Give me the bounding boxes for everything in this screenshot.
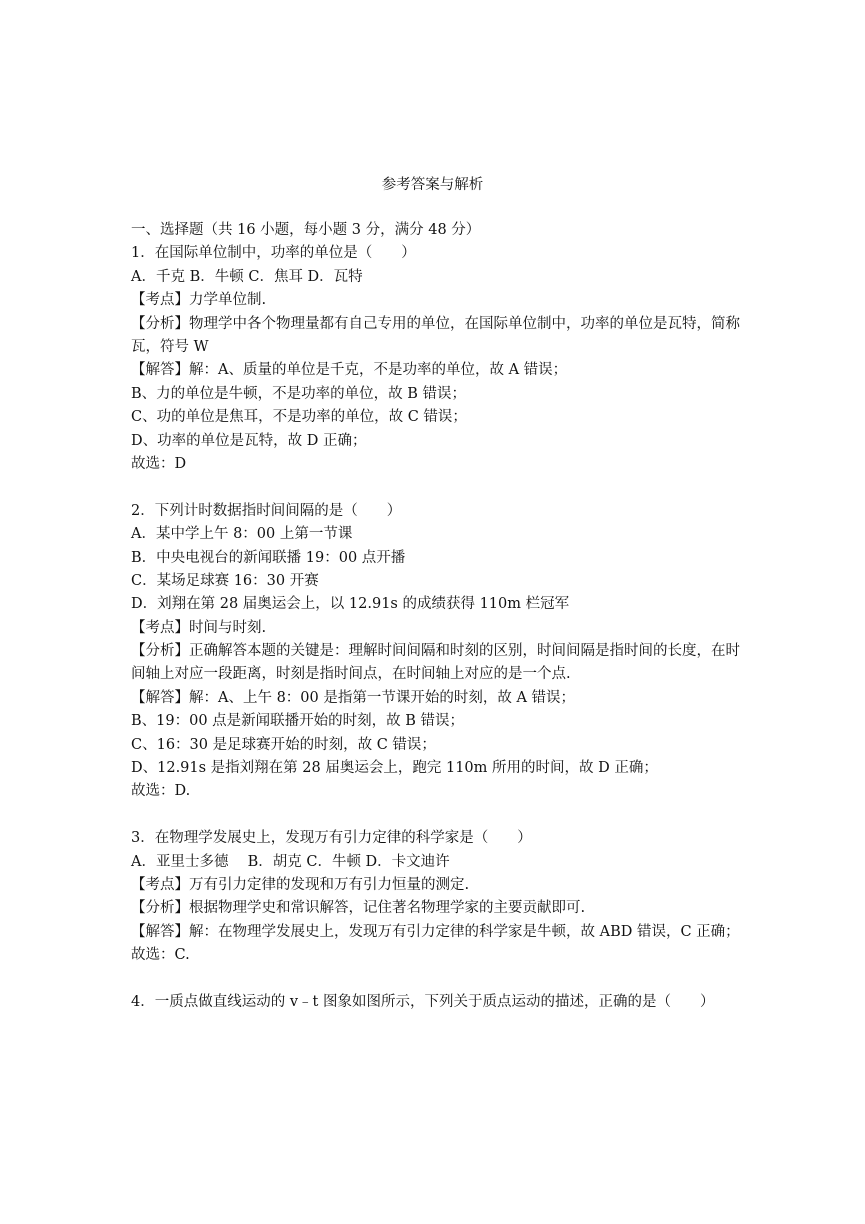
question-2-option-a: A．某中学上午 8：00 上第一节课 [131, 526, 353, 543]
question-3-fenxi: 【分析】根据物理学史和常识解答，记住著名物理学家的主要贡献即可. [131, 900, 586, 917]
document-body [131, 219, 741, 1014]
page-title: 参考答案与解析 [381, 177, 484, 193]
spacer [131, 968, 741, 991]
question-2-solution-line: B、19：00 点是新闻联播开始的时刻，故 B 错误； [131, 713, 465, 730]
question-4-stem: 4．一质点做直线运动的 v﹣t 图象如图所示，下列关于质点运动的描述，正确的是（ ） [131, 993, 715, 1010]
question-2-solution-line: D、12.91s 是指刘翔在第 28 届奥运会上，跑完 110m 所用的时间，故 D 正确； [131, 760, 658, 777]
question-3-kaodian: 【考点】万有引力定律的发现和万有引力恒量的测定. [131, 877, 470, 893]
question-2-option-c: C．某场足球赛 16：30 开赛 [131, 572, 319, 589]
question-3-options: A．亚里士多德 B．胡克 C．牛顿 D．卡文迪许 [131, 853, 450, 870]
question-1-solution-line: B、力的单位是牛顿，不是功率的单位，故 B 错误； [131, 385, 467, 402]
question-3-answer: 故选：C. [131, 947, 190, 964]
question-2-stem: 2．下列计时数据指时间间隔的是（ ） [131, 502, 402, 519]
question-2-answer: 故选：D. [131, 783, 191, 800]
question-2-solution-line: C、16：30 是足球赛开始的时刻，故 C 错误； [131, 736, 436, 753]
question-2-fenxi: 【分析】正确解答本题的关键是：理解时间间隔和时刻的区别，时间间隔是指时间的长度，在时间轴上对应一段距离，时刻是指时间点，在时间轴上对应的是一个点. [131, 643, 740, 683]
question-2-jieda: 【解答】解：A、上午 8：00 是指第一节课开始的时刻，故 A 错误； [131, 689, 576, 706]
spacer [131, 804, 741, 827]
question-1-options: A．千克 B．牛顿 C．焦耳 D．瓦特 [131, 268, 363, 285]
question-3-jieda: 【解答】解：在物理学发展史上，发现万有引力定律的科学家是牛顿，故 ABD 错误，C 正确； [131, 923, 740, 940]
question-1-solution-line: D、功率的单位是瓦特，故 D 正确； [131, 432, 367, 449]
question-2-kaodian: 【考点】时间与时刻. [131, 619, 267, 636]
question-1-jieda: 【解答】解：A、质量的单位是千克，不是功率的单位，故 A 错误； [131, 362, 568, 379]
question-3-stem: 3．在物理学发展史上，发现万有引力定律的科学家是（ ） [131, 830, 532, 847]
question-1-stem: 1．在国际单位制中，功率的单位是（ ） [131, 245, 416, 262]
question-1-kaodian: 【考点】力学单位制. [131, 292, 267, 309]
question-1-answer: 故选：D [131, 455, 187, 472]
question-2-option-d: D．刘翔在第 28 届奥运会上，以 12.91s 的成绩获得 110m 栏冠军 [131, 596, 570, 613]
question-2-option-b: B．中央电视台的新闻联播 19：00 点开播 [131, 549, 406, 566]
section-heading: 一、选择题（共 16 小题，每小题 3 分，满分 48 分） [131, 222, 481, 238]
question-1-solution-line: C、功的单位是焦耳，不是功率的单位，故 C 错误； [131, 409, 467, 426]
spacer [131, 476, 741, 499]
question-1-fenxi: 【分析】物理学中各个物理量都有自己专用的单位，在国际单位制中，功率的单位是瓦特，简称瓦，符号 W [131, 315, 740, 355]
